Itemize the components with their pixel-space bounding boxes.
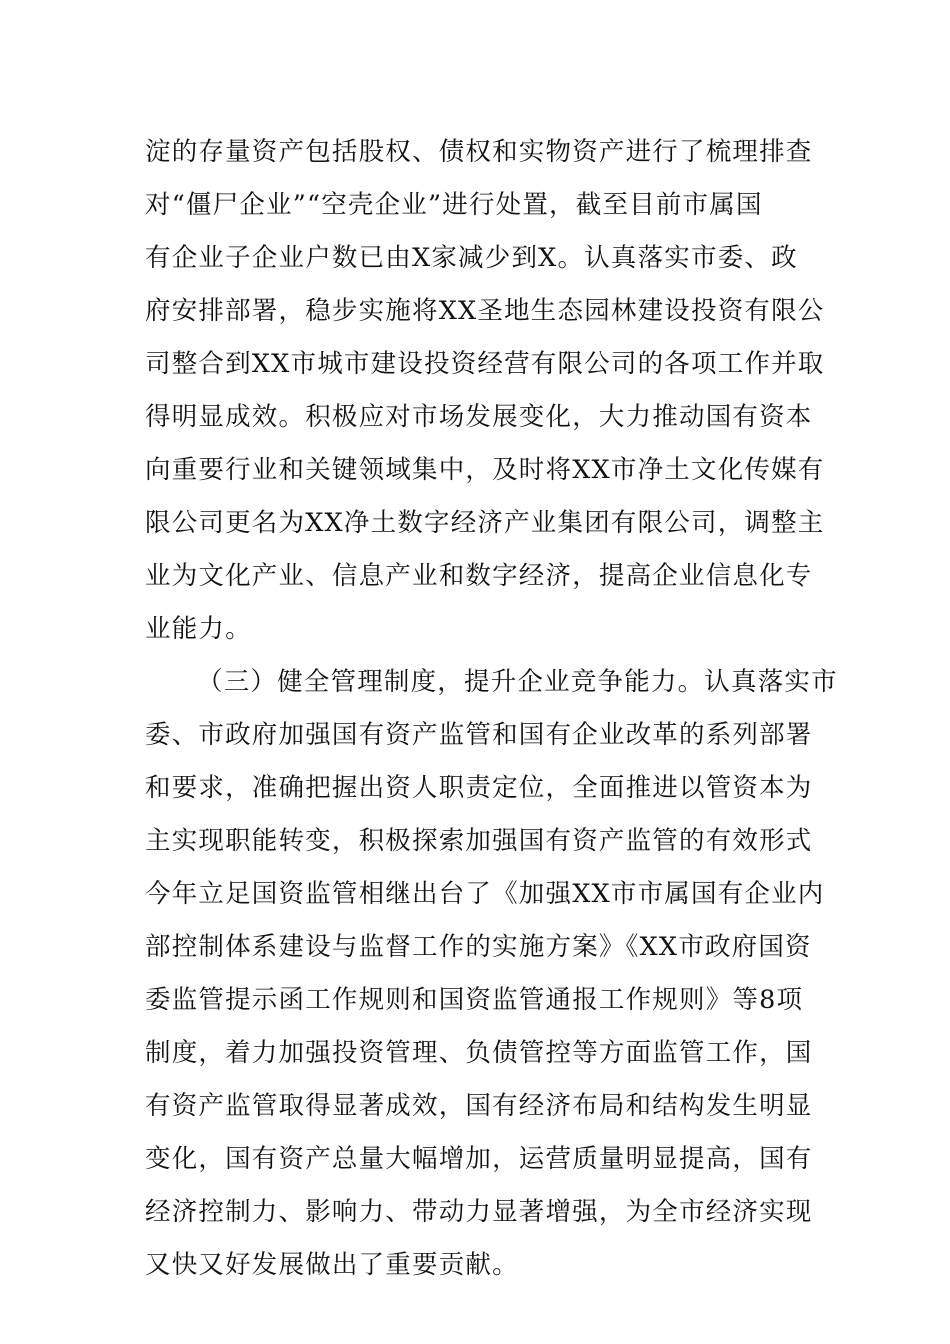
text-line-heading: （三）健全管理制度，提升企业竞争能力。认真落实市 [197,667,838,697]
text-line: 主实现职能转变，积极探索加强国有资产监管的有效形式 [145,826,813,856]
text-line: 制度，着力加强投资管理、负债管控等方面监管工作，国 [145,1038,813,1068]
text-line: 变化，国有资产总量大幅增加，运营质量明显提高，国有 [145,1144,813,1174]
text-line: 得明显成效。积极应对市场发展变化，大力推动国有资本 [145,402,813,432]
text-line: 委、市政府加强国有资产监管和国有企业改革的系列部署 [145,720,813,750]
text-line: 又快又好发展做出了重要贡献。 [145,1250,519,1280]
text-line: 司整合到XX市城市建设投资经营有限公司的各项工作并取 [145,349,825,379]
text-line: 对“僵尸企业”“空壳企业”进行处置，截至目前市属国 [145,190,763,220]
paragraph-1 [145,126,825,656]
text-line: 业能力。 [145,614,252,644]
document-body [145,126,838,1292]
paragraph-2 [145,656,838,1292]
text-line: 有企业子企业户数已由X家减少到X。认真落实市委、政 [145,243,798,273]
text-line: 有资产监管取得显著成效，国有经济布局和结构发生明显 [145,1091,813,1121]
text-line: 委监管提示函工作规则和国资监管通报工作规则》等8项 [145,985,804,1015]
text-line: 府安排部署，稳步实施将XX圣地生态园林建设投资有限公 [145,296,825,326]
text-line: 限公司更名为XX净土数字经济产业集团有限公司，调整主 [145,508,825,538]
text-line: 部控制体系建设与监督工作的实施方案》《XX市政府国资 [145,932,812,962]
text-line: 经济控制力、影响力、带动力显著增强，为全市经济实现 [145,1197,813,1227]
text-line: 向重要行业和关键领域集中，及时将XX市净土文化传媒有 [145,455,825,485]
text-line: 业为文化产业、信息产业和数字经济，提高企业信息化专 [145,561,813,591]
text-line: 和要求，准确把握出资人职责定位，全面推进以管资本为 [145,773,813,803]
text-line: 今年立足国资监管相继出台了《加强XX市市属国有企业内 [145,879,825,909]
text-line: 淀的存量资产包括股权、债权和实物资产进行了梳理排查 [145,137,813,167]
